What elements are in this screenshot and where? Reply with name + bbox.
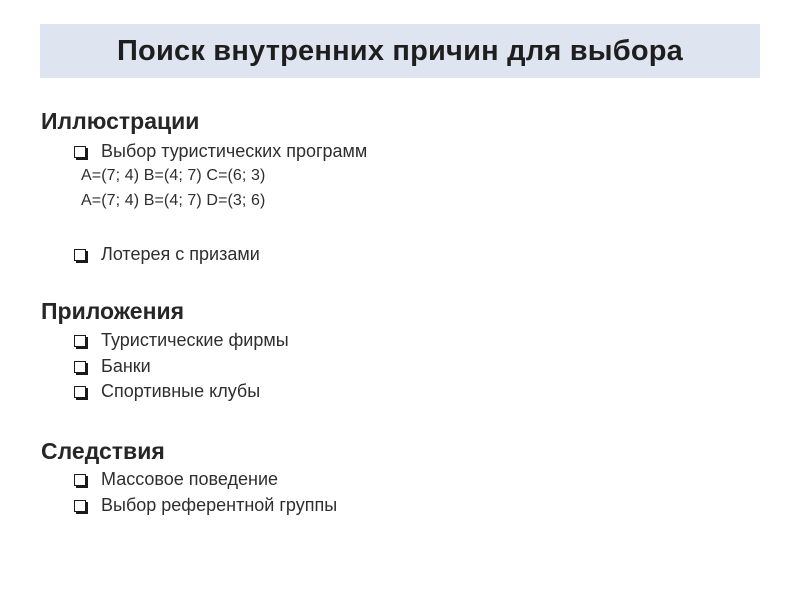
list-item-label: Спортивные клубы [101, 381, 261, 401]
list-item [74, 330, 289, 351]
list-item-label: Выбор туристических программ [101, 141, 368, 161]
section-heading-illustrations: Иллюстрации [41, 108, 200, 134]
checkbox-square-icon [74, 386, 86, 398]
list-item [74, 356, 151, 377]
checkbox-square-icon [74, 474, 86, 486]
list-item [74, 244, 260, 265]
list-item [74, 381, 260, 402]
list-item [74, 141, 367, 162]
checkbox-square-icon [74, 361, 86, 373]
checkbox-square-icon [74, 146, 86, 158]
checkbox-square-icon [74, 335, 86, 347]
list-item-label: Массовое поведение [101, 469, 279, 489]
list-item-label: Туристические фирмы [101, 330, 289, 350]
section-heading-applications: Приложения [41, 298, 185, 324]
checkbox-square-icon [74, 249, 86, 261]
list-item [74, 495, 337, 516]
formula-line: A=(7; 4) B=(4; 7) C=(6; 3) [81, 167, 266, 184]
formula-line: A=(7; 4) B=(4; 7) D=(3; 6) [81, 192, 266, 209]
page-title: Поиск внутренних причин для выбора [117, 34, 683, 67]
list-item-label: Выбор референтной группы [101, 495, 338, 515]
list-item-label: Лотерея с призами [101, 244, 260, 264]
title-bar [40, 24, 760, 78]
checkbox-square-icon [74, 500, 86, 512]
list-item [74, 469, 278, 490]
section-heading-consequences: Следствия [41, 438, 165, 464]
list-item-label: Банки [101, 356, 151, 376]
